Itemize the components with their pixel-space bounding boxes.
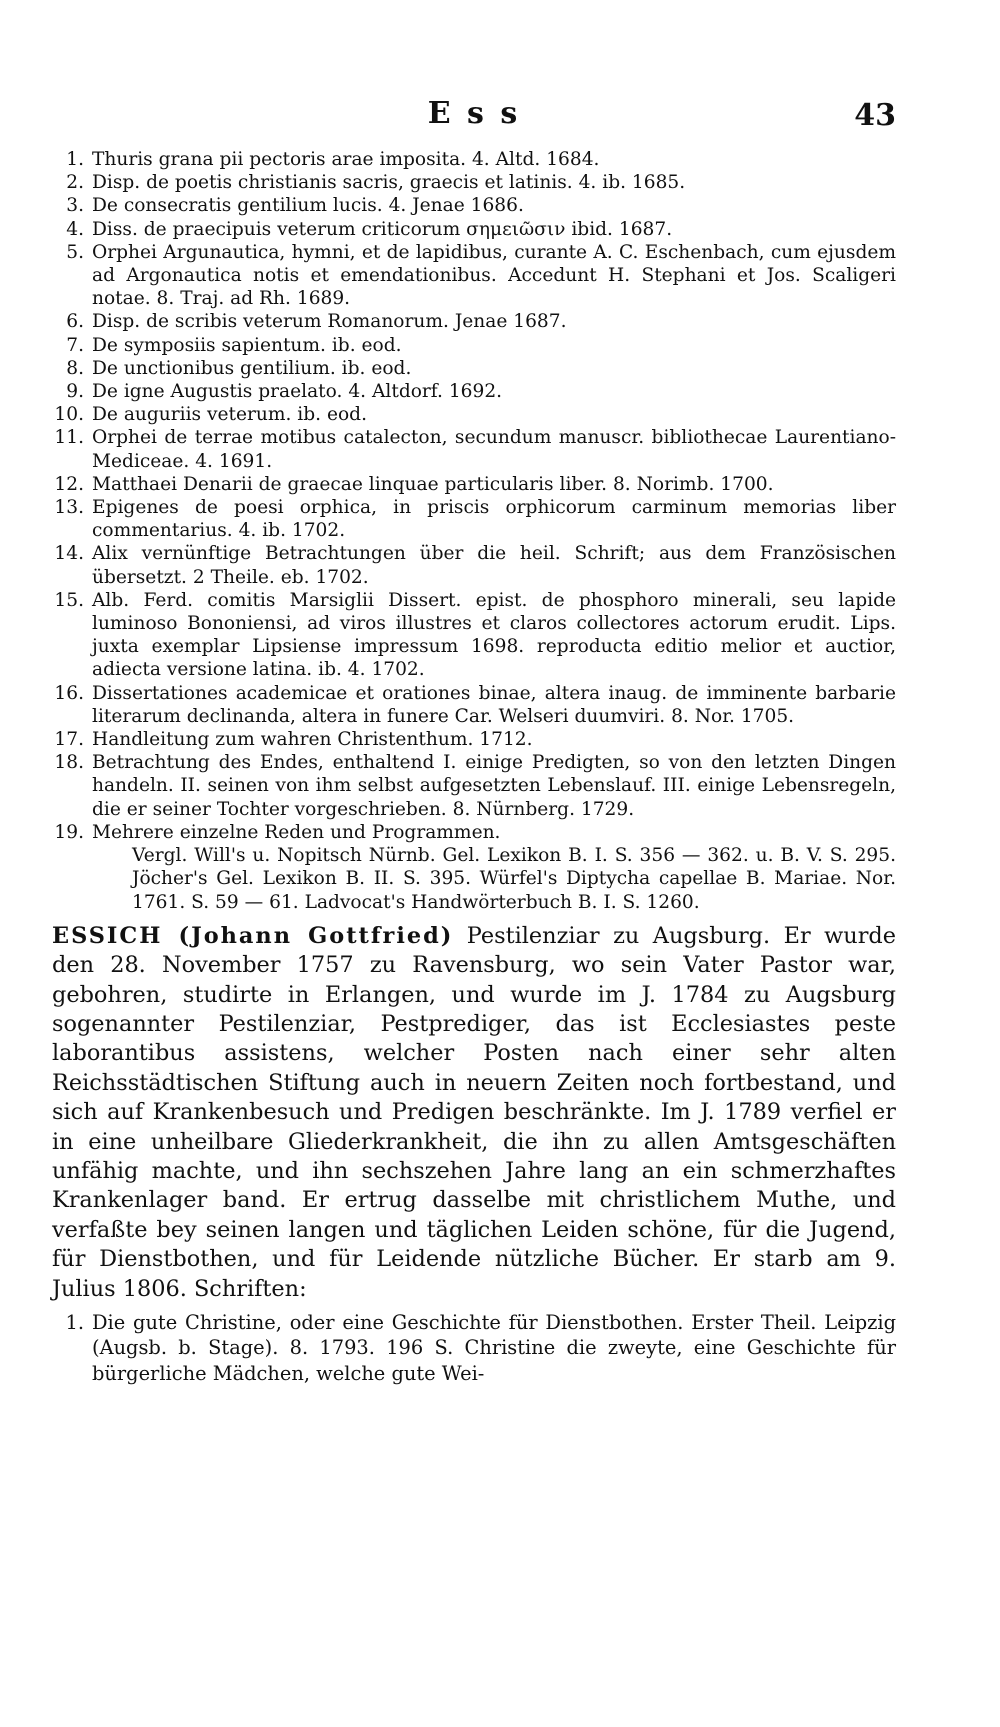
item-number: 17. xyxy=(54,729,84,751)
item-text: De unctionibus gentilium. ib. eod. xyxy=(92,357,412,379)
works-list xyxy=(52,1310,896,1387)
item-number: 10. xyxy=(54,404,84,426)
list-item xyxy=(52,542,896,588)
item-number: 5. xyxy=(66,241,84,263)
list-item xyxy=(52,357,896,380)
item-text: Epigenes de poesi orphica, in priscis orphicorum carminum memorias liber commentarius. 4. ib. 1702. xyxy=(92,497,896,542)
list-item xyxy=(52,1310,896,1387)
item-number: 4. xyxy=(66,218,84,240)
list-item xyxy=(52,310,896,333)
item-number: 2. xyxy=(66,172,84,194)
item-number: 19. xyxy=(54,821,84,843)
list-item xyxy=(52,241,896,311)
list-item xyxy=(52,380,896,403)
biography-entry xyxy=(52,922,896,1304)
list-item xyxy=(52,728,896,751)
list-item xyxy=(52,821,896,844)
list-item xyxy=(52,194,896,217)
item-text: Handleitung zum wahren Christenthum. 1712. xyxy=(92,729,533,751)
list-item xyxy=(52,751,896,821)
item-number: 14. xyxy=(54,543,84,565)
item-text: Orphei de terrae motibus catalecton, secundum manuscr. bibliothecae Laurentiano-Mediceae. 4. 1691. xyxy=(92,427,896,472)
item-number: 6. xyxy=(66,311,84,333)
item-text: Mehrere einzelne Reden und Programmen. xyxy=(92,821,501,843)
item-text: De auguriis veterum. ib. eod. xyxy=(92,404,367,426)
item-number: 7. xyxy=(66,334,84,356)
item-text: Disp. de scribis veterum Romanorum. Jenae 1687. xyxy=(92,311,567,333)
item-number: 8. xyxy=(66,357,84,379)
list-item xyxy=(52,334,896,357)
item-text: Orphei Argunautica, hymni, et de lapidibus, curante A. C. Eschenbach, cum ejusdem ad Argonautica notis et emendationibus. Accedunt H. Stephani et Jos. Scaligeri notae. 8. Traj. ad Rh. 1689. xyxy=(92,241,896,310)
bibliography-list xyxy=(52,148,896,844)
item-number: 13. xyxy=(54,497,84,519)
list-item xyxy=(52,473,896,496)
item-text: Disp. de poetis christianis sacris, graecis et latinis. 4. ib. 1685. xyxy=(92,172,686,194)
item-text: De consecratis gentilium lucis. 4. Jenae 1686. xyxy=(92,195,524,217)
item-number: 18. xyxy=(54,752,84,774)
item-text: Matthaei Denarii de graecae linquae particularis liber. 8. Norimb. 1700. xyxy=(92,473,774,495)
references-paragraph xyxy=(52,844,896,914)
item-text: Betrachtung des Endes, enthaltend I. einige Predigten, so von den letzten Dingen handeln. II. seinen von ihm selbst aufgesetzten Lebenslauf. III. einige Lebensregeln, die er seiner Tochter vorgeschrieben. 8. Nürnberg. 1729. xyxy=(92,752,896,820)
item-text: Die gute Christine, oder eine Geschichte für Dienstbothen. Erster Theil. Leipzig (Augsb. b. Stage). 8. 1793. 196 S. Christine die zweyte, eine Geschichte für bürgerliche Mädchen, welche gute Wei- xyxy=(92,1310,896,1385)
item-number: 1. xyxy=(66,149,84,170)
list-item xyxy=(52,403,896,426)
item-text: Thuris grana pii pectoris arae imposita. 4. Altd. 1684. xyxy=(92,149,600,170)
item-text: Diss. de praecipuis veterum criticorum σημειῶσιν ibid. 1687. xyxy=(92,218,673,240)
page-header xyxy=(52,96,896,142)
item-number: 11. xyxy=(54,427,84,449)
item-number: 3. xyxy=(66,195,84,217)
list-item xyxy=(52,426,896,472)
item-text: Alix vernünftige Betrachtungen über die heil. Schrift; aus dem Französischen übersetzt. 2 Theile. eb. 1702. xyxy=(92,543,896,588)
item-number: 12. xyxy=(54,473,84,495)
entry-heading: ESSICH (Johann Gottfried) xyxy=(52,922,454,949)
item-text: De symposiis sapientum. ib. eod. xyxy=(92,334,402,356)
item-text: Dissertationes academicae et orationes binae, altera inaug. de imminente barbarie literarum declinanda, altera in funere Car. Welseri duumviri. 8. Nor. 1705. xyxy=(92,682,896,727)
list-item xyxy=(52,496,896,542)
item-number: 15. xyxy=(54,589,84,611)
item-number: 16. xyxy=(54,682,84,704)
references-text: Vergl. Will's u. Nopitsch Nürnb. Gel. Lexikon B. I. S. 356 — 362. u. B. V. S. 295. Jöcher's Gel. Lexikon B. II. S. 395. Würfel's Diptycha capellae B. Mariae. Nor. 1761. S. 59 — 61. Ladvocat's Handwörterbuch B. I. S. 1260. xyxy=(132,845,896,913)
item-text: Alb. Ferd. comitis Marsiglii Dissert. epist. de phosphoro minerali, seu lapide luminoso Bononiensi, ad viros illustres et claros collectores actorum erudit. Lips. juxta exemplar Lipsiense impressum 1698. reproducta editio melior et auctior, adiecta versione latina. ib. 4. 1702. xyxy=(92,589,896,681)
item-number: 1. xyxy=(65,1310,84,1334)
item-text: De igne Augustis praelato. 4. Altdorf. 1692. xyxy=(92,381,503,403)
list-item xyxy=(52,589,896,682)
page-number: 43 xyxy=(854,98,896,133)
running-title: E s s xyxy=(427,96,521,131)
list-item xyxy=(52,148,896,171)
list-item xyxy=(52,682,896,728)
list-item xyxy=(52,218,896,241)
item-number: 9. xyxy=(66,381,84,403)
list-item xyxy=(52,171,896,194)
biography-text: Pestilenziar zu Augsburg. Er wurde den 28. November 1757 zu Ravensburg, wo sein Vater Pastor war, gebohren, studirte in Erlangen, und wurde im J. 1784 zu Augsburg sogenannter Pestilenziar, Pestprediger, das ist Ecclesiastes peste laborantibus assistens, welcher Posten nach einer sehr alten Reichsstädtischen Stiftung auch in neuern Zeiten noch fortbestand, und sich auf Krankenbesuch und Predigen beschränkte. Im J. 1789 verfiel er in eine unheilbare Gliederkrankheit, die ihn zu allen Amtsgeschäften unfähig machte, und ihn sechszehen Jahre lang an ein schmerzhaftes Krankenlager band. Er ertrug dasselbe mit christlichem Muthe, und verfaßte bey seinen langen und täglichen Leiden schöne, für die Jugend, für Dienstbothen, und für Leidende nützliche Bücher. Er starb am 9. Julius 1806. Schriften: xyxy=(52,922,896,1302)
